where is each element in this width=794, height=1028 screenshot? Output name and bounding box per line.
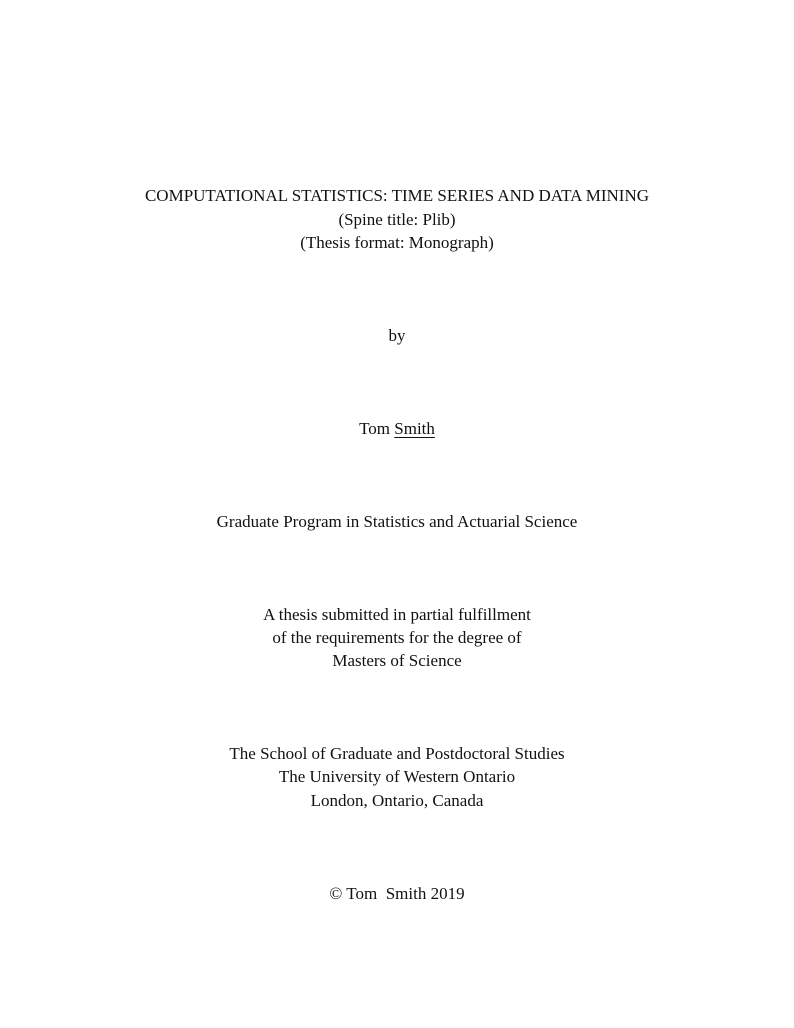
copyright-notice — [0, 882, 794, 905]
author-name — [0, 417, 794, 440]
by-label: by — [388, 326, 406, 345]
thesis-title: COMPUTATIONAL STATISTICS: TIME SERIES AND DATA MINING — [144, 186, 650, 205]
spine-title: (Spine title: Plib) — [338, 210, 456, 229]
program-name: Graduate Program in Statistics and Actuarial Science — [216, 512, 578, 531]
submission-line-1: A thesis submitted in partial fulfillment — [263, 605, 531, 624]
university-name: The University of Western Ontario — [278, 767, 516, 786]
copyright-icon: © — [329, 884, 343, 903]
copyright-text: Tom Smith 2019 — [346, 884, 465, 903]
submission-line-2: of the requirements for the degree of — [272, 628, 522, 647]
author-first-name: Tom — [359, 419, 391, 438]
author-last-name: Smith — [394, 419, 435, 438]
school-name: The School of Graduate and Postdoctoral Studies — [229, 744, 565, 763]
location: London, Ontario, Canada — [310, 791, 484, 810]
degree-name: Masters of Science — [332, 651, 462, 670]
thesis-format: (Thesis format: Monograph) — [300, 233, 494, 252]
